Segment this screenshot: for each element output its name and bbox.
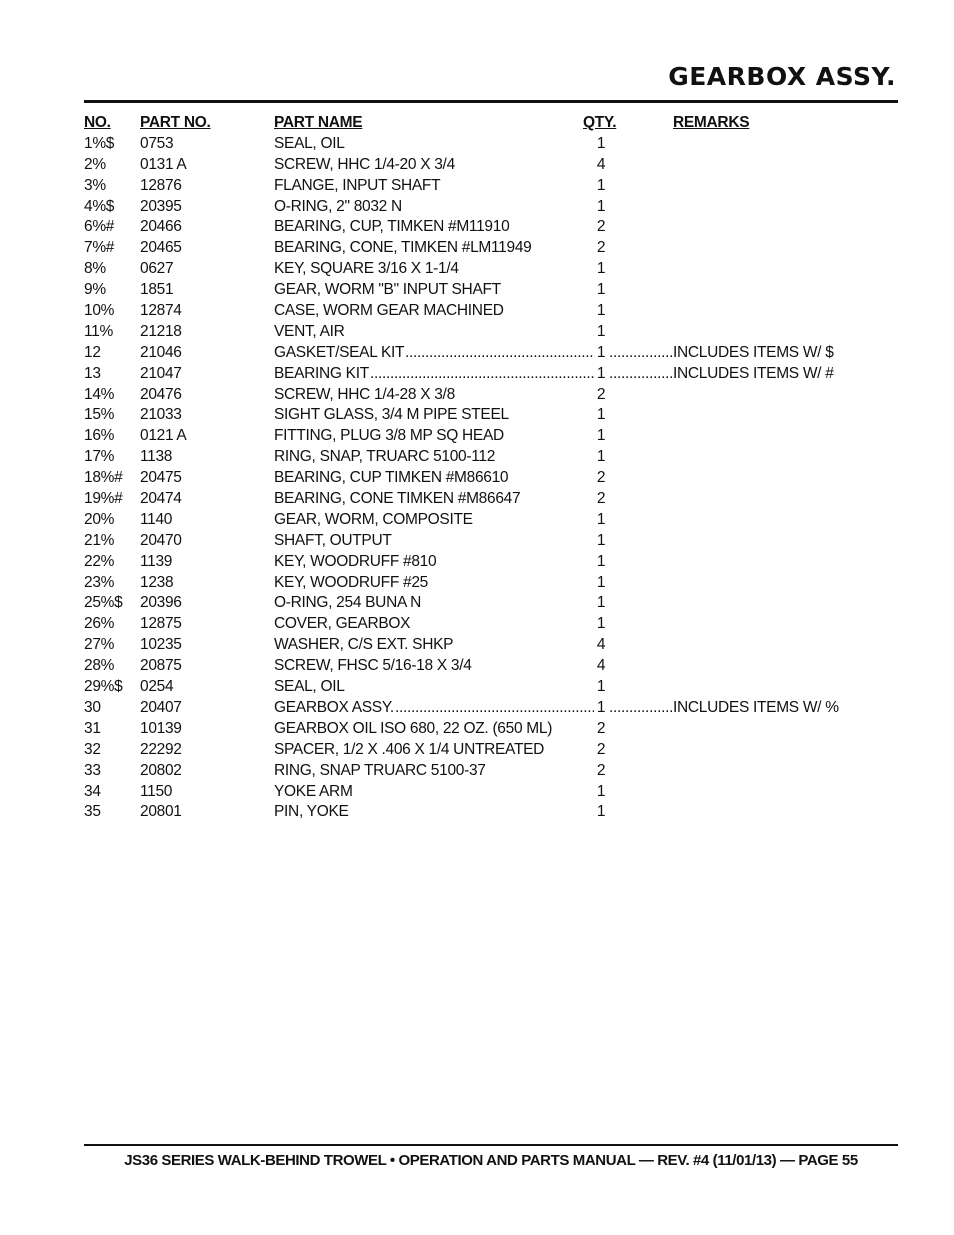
item-number: 9% (84, 281, 106, 299)
part-number: 20396 (140, 594, 182, 612)
table-row (84, 740, 898, 761)
part-name: O-RING, 2" 8032 N (274, 197, 402, 215)
table-row (84, 217, 898, 238)
table-row (84, 280, 898, 301)
part-name: FLANGE, INPUT SHAFT (274, 176, 441, 194)
quantity: 1 (596, 197, 606, 215)
item-number: 30 (84, 698, 101, 716)
item-number: 11% (84, 322, 113, 340)
part-name: RING, SNAP TRUARC 5100-37 (274, 761, 486, 779)
part-number: 0627 (140, 260, 174, 278)
quantity: 2 (596, 469, 606, 487)
part-number: 10139 (140, 719, 182, 737)
part-number: 0753 (140, 134, 174, 152)
quantity: 2 (596, 218, 606, 236)
item-number: 10% (84, 302, 115, 320)
item-number: 33 (84, 761, 101, 779)
part-number: 10235 (140, 636, 182, 654)
table-row (84, 802, 898, 823)
item-number: 18%# (84, 469, 123, 487)
item-number: 32 (84, 740, 101, 758)
part-name: RING, SNAP, TRUARC 5100-112 (274, 448, 496, 466)
part-number: 1139 (140, 552, 173, 570)
header-qty: QTY. (583, 114, 617, 131)
part-name: GEARBOX OIL ISO 680, 22 OZ. (650 ML) (274, 719, 553, 737)
quantity: 2 (596, 385, 606, 403)
part-name: SPACER, 1/2 X .406 X 1/4 UNTREATED (274, 740, 545, 758)
quantity: 2 (596, 239, 606, 257)
quantity: 1 (596, 281, 606, 299)
table-row (84, 656, 898, 677)
table-row (84, 259, 898, 280)
table-row (84, 593, 898, 614)
part-name: PIN, YOKE (274, 803, 349, 821)
quantity: 2 (596, 740, 606, 758)
part-number: 21046 (140, 343, 182, 361)
quantity: 2 (596, 761, 606, 779)
part-number: 21033 (140, 406, 182, 424)
item-number: 31 (84, 719, 101, 737)
part-name: WASHER, C/S EXT. SHKP (274, 636, 454, 654)
item-number: 23% (84, 573, 115, 591)
part-number: 1238 (140, 573, 174, 591)
item-number: 15% (84, 406, 115, 424)
part-number: 22292 (140, 740, 182, 758)
quantity: 1 (596, 322, 606, 340)
part-number: 12875 (140, 615, 182, 633)
remarks: INCLUDES ITEMS W/ $ (673, 343, 834, 361)
item-number: 19%# (84, 490, 123, 508)
part-number: 20875 (140, 657, 182, 675)
quantity: 4 (596, 657, 606, 675)
item-number: 1%$ (84, 134, 115, 152)
table-row (84, 489, 898, 510)
part-name: KEY, SQUARE 3/16 X 1-1/4 (274, 260, 459, 278)
table-row (84, 405, 898, 426)
part-number: 1851 (140, 281, 174, 299)
part-number: 20474 (140, 490, 182, 508)
part-number: 20802 (140, 761, 182, 779)
table-row (84, 322, 898, 343)
part-number: 20395 (140, 197, 182, 215)
item-number: 22% (84, 552, 115, 570)
table-row (84, 426, 898, 447)
part-number: 0121 A (140, 427, 187, 445)
part-number: 20466 (140, 218, 182, 236)
item-number: 2% (84, 155, 106, 173)
quantity: 1 (596, 364, 606, 382)
table-row (84, 635, 898, 656)
dot-leader (370, 364, 594, 385)
part-number: 21218 (140, 322, 182, 340)
dot-leader (609, 343, 672, 364)
part-number: 0131 A (140, 155, 187, 173)
table-row (84, 447, 898, 468)
quantity: 1 (596, 698, 606, 716)
part-name: BEARING, CUP, TIMKEN #M11910 (274, 218, 510, 236)
quantity: 1 (596, 552, 606, 570)
dot-leader (405, 343, 594, 364)
item-number: 17% (84, 448, 115, 466)
dot-leader (395, 698, 594, 719)
quantity: 1 (596, 343, 606, 361)
part-name: CASE, WORM GEAR MACHINED (274, 302, 504, 320)
item-number: 34 (84, 782, 101, 800)
header-divider (84, 100, 898, 103)
part-name: SCREW, FHSC 5/16-18 X 3/4 (274, 657, 472, 675)
quantity: 1 (596, 803, 606, 821)
table-row (84, 134, 898, 155)
part-name: GEARBOX ASSY. (274, 698, 394, 716)
quantity: 4 (596, 155, 606, 173)
table-row (84, 197, 898, 218)
part-name: O-RING, 254 BUNA N (274, 594, 422, 612)
part-number: 21047 (140, 364, 182, 382)
part-number: 1138 (140, 448, 173, 466)
part-name: BEARING, CUP TIMKEN #M86610 (274, 469, 509, 487)
part-number: 20476 (140, 385, 182, 403)
table-row (84, 176, 898, 197)
header-part-name: PART NAME (274, 114, 363, 131)
part-name: KEY, WOODRUFF #25 (274, 573, 428, 591)
table-row (84, 343, 898, 364)
part-name: SIGHT GLASS, 3/4 M PIPE STEEL (274, 406, 509, 424)
item-number: 28% (84, 657, 115, 675)
table-row (84, 301, 898, 322)
part-number: 20801 (140, 803, 182, 821)
table-header-row (84, 113, 898, 134)
quantity: 1 (596, 615, 606, 633)
part-name: GASKET/SEAL KIT (274, 343, 405, 361)
quantity: 4 (596, 636, 606, 654)
item-number: 4%$ (84, 197, 115, 215)
part-name: COVER, GEARBOX (274, 615, 411, 633)
table-row (84, 385, 898, 406)
quantity: 1 (596, 302, 606, 320)
table-row (84, 761, 898, 782)
item-number: 25%$ (84, 594, 123, 612)
part-number: 20475 (140, 469, 182, 487)
quantity: 2 (596, 719, 606, 737)
part-number: 20407 (140, 698, 182, 716)
part-number: 12876 (140, 176, 182, 194)
table-row (84, 531, 898, 552)
part-name: VENT, AIR (274, 322, 345, 340)
item-number: 35 (84, 803, 101, 821)
header-part-no: PART NO. (140, 114, 211, 131)
table-row (84, 510, 898, 531)
table-row (84, 573, 898, 594)
part-name: BEARING KIT (274, 364, 369, 382)
page-footer: JS36 SERIES WALK-BEHIND TROWEL • OPERATION AND PARTS MANUAL — REV. #4 (11/01/13) — PAGE 55 (124, 1152, 858, 1169)
parts-list-table (84, 113, 898, 823)
quantity: 1 (596, 448, 606, 466)
table-row (84, 719, 898, 740)
item-number: 29%$ (84, 678, 123, 696)
part-name: BEARING, CONE, TIMKEN #LM11949 (274, 239, 532, 257)
quantity: 1 (596, 594, 606, 612)
dot-leader (609, 364, 672, 385)
part-name: SCREW, HHC 1/4-20 X 3/4 (274, 155, 455, 173)
part-name: FITTING, PLUG 3/8 MP SQ HEAD (274, 427, 504, 445)
table-row (84, 364, 898, 385)
part-name: BEARING, CONE TIMKEN #M86647 (274, 490, 521, 508)
item-number: 3% (84, 176, 106, 194)
quantity: 1 (596, 678, 606, 696)
table-row (84, 614, 898, 635)
part-number: 20470 (140, 531, 182, 549)
quantity: 2 (596, 490, 606, 508)
quantity: 1 (596, 260, 606, 278)
remarks: INCLUDES ITEMS W/ % (673, 698, 839, 716)
page-title: GEARBOX ASSY. (668, 62, 896, 91)
item-number: 27% (84, 636, 115, 654)
part-name: KEY, WOODRUFF #810 (274, 552, 437, 570)
part-number: 1140 (140, 510, 173, 528)
part-name: GEAR, WORM, COMPOSITE (274, 510, 473, 528)
table-row (84, 698, 898, 719)
item-number: 20% (84, 510, 115, 528)
part-number: 12874 (140, 302, 182, 320)
item-number: 12 (84, 343, 101, 361)
part-name: SCREW, HHC 1/4-28 X 3/8 (274, 385, 455, 403)
quantity: 1 (596, 573, 606, 591)
header-remarks: REMARKS (673, 114, 750, 131)
table-row (84, 552, 898, 573)
item-number: 26% (84, 615, 115, 633)
part-name: YOKE ARM (274, 782, 353, 800)
table-row (84, 238, 898, 259)
footer-divider (84, 1144, 898, 1146)
part-name: SEAL, OIL (274, 678, 345, 696)
part-name: SEAL, OIL (274, 134, 345, 152)
part-name: GEAR, WORM "B" INPUT SHAFT (274, 281, 501, 299)
dot-leader (609, 698, 672, 719)
item-number: 8% (84, 260, 106, 278)
item-number: 14% (84, 385, 115, 403)
quantity: 1 (596, 176, 606, 194)
part-number: 1150 (140, 782, 173, 800)
header-no: NO. (84, 114, 111, 131)
quantity: 1 (596, 427, 606, 445)
table-row (84, 155, 898, 176)
quantity: 1 (596, 406, 606, 424)
part-number: 20465 (140, 239, 182, 257)
table-row (84, 677, 898, 698)
quantity: 1 (596, 782, 606, 800)
item-number: 13 (84, 364, 101, 382)
table-row (84, 782, 898, 803)
item-number: 6%# (84, 218, 115, 236)
part-number: 0254 (140, 678, 174, 696)
item-number: 16% (84, 427, 115, 445)
item-number: 7%# (84, 239, 115, 257)
quantity: 1 (596, 134, 606, 152)
table-body (84, 134, 898, 823)
quantity: 1 (596, 531, 606, 549)
part-name: SHAFT, OUTPUT (274, 531, 392, 549)
table-row (84, 468, 898, 489)
quantity: 1 (596, 510, 606, 528)
remarks: INCLUDES ITEMS W/ # (673, 364, 834, 382)
item-number: 21% (84, 531, 115, 549)
